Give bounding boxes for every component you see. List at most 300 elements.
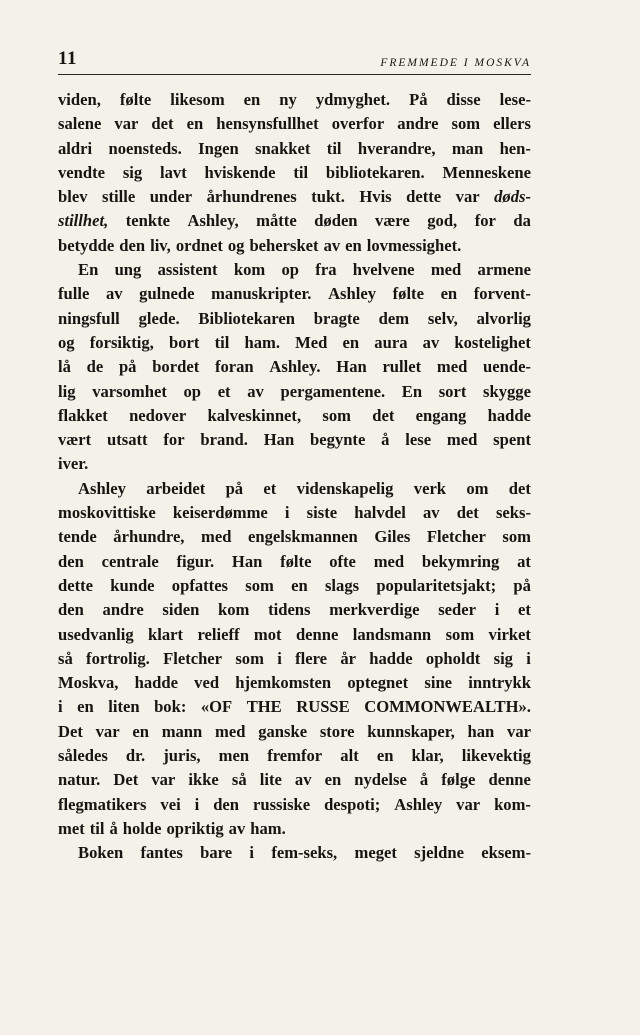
word: siste — [306, 503, 338, 523]
word: som — [322, 405, 351, 425]
word: noensteds. — [108, 138, 182, 158]
word: var — [95, 721, 120, 741]
word: således — [58, 746, 108, 766]
word: han — [467, 721, 495, 741]
word: dette — [58, 575, 94, 595]
word: en — [342, 332, 360, 352]
word: Med — [295, 332, 328, 352]
word: aura — [374, 332, 408, 352]
text-line — [58, 161, 531, 185]
word: Hvis — [359, 187, 392, 207]
text-line — [58, 793, 531, 817]
word: moskovittiske — [58, 503, 156, 523]
word: met — [58, 818, 85, 838]
word: glede. — [138, 308, 180, 328]
word: likesom — [170, 90, 225, 109]
word: viden, — [58, 90, 101, 109]
word: Ashley. — [269, 357, 321, 377]
word: Menneskene — [442, 162, 531, 182]
word: mot — [253, 624, 282, 644]
word: døden — [314, 211, 358, 231]
word: manuskripter. — [211, 284, 312, 304]
word: ham. — [244, 332, 280, 352]
word: engelskmannen — [248, 527, 358, 547]
word: et — [518, 600, 531, 620]
text-line — [58, 452, 531, 476]
word: virket — [488, 624, 531, 644]
word: klar, — [411, 746, 444, 766]
word: RUSSE — [296, 697, 350, 717]
word: å — [419, 770, 429, 790]
word: av — [228, 818, 246, 838]
word: vei — [160, 794, 181, 814]
word: videnskapelig — [296, 478, 394, 498]
word: assistent — [157, 260, 218, 280]
word: Moskva, — [58, 673, 119, 693]
word: Ashley — [78, 478, 126, 498]
word: det — [151, 114, 174, 134]
word: tenkte — [125, 211, 170, 231]
word: en — [440, 284, 458, 304]
word: god, — [427, 211, 458, 231]
word: centrale — [101, 551, 159, 571]
word: liv, — [150, 235, 171, 255]
word: opholdt — [425, 648, 481, 668]
word: aldri — [58, 138, 93, 158]
word: bibliotekaren. — [325, 162, 425, 182]
text-line — [58, 428, 531, 452]
running-title: FREMMEDE I MOSKVA — [380, 57, 531, 69]
word: århundrenes — [206, 187, 297, 207]
word: vendte — [58, 162, 106, 182]
word: ofte — [329, 551, 356, 571]
word: natur. — [58, 770, 101, 790]
word: som — [235, 648, 264, 668]
word: ningsfull — [58, 308, 120, 328]
text-line — [58, 185, 531, 209]
word: i — [58, 697, 63, 717]
word: uende- — [483, 357, 531, 377]
word: inntrykk — [468, 673, 531, 693]
word: opriktig — [166, 818, 224, 838]
word: ham. — [250, 818, 286, 838]
word: Ashley — [328, 284, 377, 304]
word: det — [508, 478, 531, 498]
word: juris, — [163, 746, 201, 766]
word: hjemkomsten — [235, 673, 332, 693]
word: stille — [102, 187, 136, 207]
word: var — [456, 794, 481, 814]
word: behersket — [249, 235, 319, 255]
word: despoti; — [324, 794, 381, 814]
word: Boken — [78, 843, 124, 863]
word: THE — [246, 697, 282, 717]
word: så — [231, 770, 247, 790]
word: så — [58, 648, 73, 668]
word: ung — [114, 260, 142, 280]
word: En — [78, 260, 99, 280]
word: tende — [58, 527, 97, 547]
word: bort — [168, 332, 200, 352]
word: kunde — [110, 575, 155, 595]
word: andre — [397, 114, 439, 134]
word: bok: — [154, 697, 187, 717]
word: som — [502, 527, 531, 547]
word: ganske — [258, 721, 308, 741]
word: Ingen — [198, 138, 239, 158]
word: lese- — [499, 90, 531, 109]
word: på — [513, 575, 531, 595]
word: ikke — [188, 770, 219, 790]
text-line — [58, 671, 531, 695]
word: hensynsfullhet — [216, 114, 319, 134]
word: hen- — [499, 138, 531, 158]
word: en — [132, 721, 149, 741]
word: det — [456, 503, 479, 523]
word: århundre, — [113, 527, 185, 547]
word: i — [494, 600, 500, 620]
word: den — [213, 794, 240, 814]
text-line — [58, 817, 531, 841]
word: varsomhet — [92, 381, 167, 401]
word: overfor — [331, 114, 385, 134]
word: av — [105, 284, 123, 304]
word: av — [422, 332, 440, 352]
word: vært — [58, 430, 92, 450]
word: den — [119, 235, 146, 255]
word: en — [376, 746, 394, 766]
word: COMMONWEALTH». — [364, 697, 531, 717]
text-line — [58, 525, 531, 549]
text-line — [58, 477, 531, 501]
text-line — [58, 282, 531, 306]
word: ved — [194, 673, 220, 693]
word: på — [225, 478, 244, 498]
word: døds- — [494, 187, 531, 207]
word: kostelighet — [454, 332, 531, 352]
word: fortrolig. — [86, 648, 150, 668]
word: nedover — [129, 405, 187, 425]
word: utsatt — [107, 430, 148, 450]
word: det — [372, 405, 395, 425]
text-line — [58, 695, 531, 719]
word: flere — [295, 648, 328, 668]
text-line — [58, 574, 531, 598]
word: rullet — [382, 357, 422, 377]
word: arbeidet — [146, 478, 206, 498]
word: siden — [162, 600, 200, 620]
word: dette — [406, 187, 442, 207]
word: russiske — [252, 794, 311, 814]
word: var — [114, 114, 139, 134]
word: en — [186, 114, 204, 134]
word: dem — [378, 308, 410, 328]
word: med — [436, 357, 468, 377]
word: bekymring — [421, 551, 500, 571]
word: Han — [263, 430, 295, 450]
word: Fletcher — [163, 648, 223, 668]
page-header — [58, 46, 531, 75]
word: pergamentene. — [280, 381, 386, 401]
text-line — [58, 744, 531, 768]
word: nydelse — [354, 770, 407, 790]
word: Det — [113, 770, 139, 790]
word: til — [214, 332, 230, 352]
word: i — [277, 648, 282, 668]
word: år — [340, 648, 356, 668]
text-line — [58, 258, 531, 282]
word: seder — [438, 600, 477, 620]
word: av — [247, 381, 264, 401]
word: forvent- — [473, 284, 531, 304]
word: tidens — [268, 600, 311, 620]
word: meget — [354, 843, 397, 863]
word: opfattes — [171, 575, 229, 595]
word: og — [227, 235, 245, 255]
word: landsmann — [352, 624, 432, 644]
word: i — [284, 503, 290, 523]
word: op — [281, 260, 300, 280]
word: Giles — [374, 527, 411, 547]
word: op — [183, 381, 202, 401]
word: seks- — [495, 503, 531, 523]
word: keiserdømme — [172, 503, 268, 523]
word: måtte — [256, 211, 297, 231]
word: gulnede — [139, 284, 195, 304]
word: en — [77, 697, 94, 717]
word: hadde — [369, 648, 413, 668]
word: sjeldne — [414, 843, 464, 863]
word: lavt — [159, 162, 187, 182]
word: foran — [214, 357, 254, 377]
word: kalveskinnet, — [207, 405, 302, 425]
word: kunnskaper, — [367, 721, 455, 741]
word: en — [291, 575, 308, 595]
word: optegnet — [347, 673, 409, 693]
word: da — [513, 211, 531, 231]
word: ellers — [493, 114, 531, 134]
word: denne — [488, 770, 531, 790]
word: følge — [441, 770, 476, 790]
text-line — [58, 501, 531, 525]
word: med — [446, 430, 478, 450]
word: mann — [161, 721, 203, 741]
text-line — [58, 768, 531, 792]
word: begynte — [310, 430, 366, 450]
word: sig — [493, 648, 513, 668]
word: På — [409, 90, 428, 109]
word: følte — [392, 284, 424, 304]
word: under — [149, 187, 193, 207]
word: Han — [231, 551, 263, 571]
word: likevektig — [461, 746, 531, 766]
word: lig — [58, 381, 76, 401]
word: til — [89, 818, 105, 838]
word: være — [375, 211, 410, 231]
word: ny — [279, 90, 297, 109]
word: forsiktig, — [89, 332, 154, 352]
word: den — [58, 551, 84, 571]
text-line — [58, 841, 531, 865]
word: hadde — [487, 405, 531, 425]
text-line — [58, 88, 531, 112]
word: popularitetsjakt; — [376, 575, 497, 595]
word: av — [294, 770, 312, 790]
word: hviskende — [204, 162, 276, 182]
word: disse — [446, 90, 481, 109]
word: til — [293, 162, 309, 182]
word: å — [381, 430, 390, 450]
word: av — [422, 503, 440, 523]
word: «OF — [200, 697, 233, 717]
word: av — [323, 235, 341, 255]
word: andre — [102, 600, 144, 620]
word: sort — [438, 381, 467, 401]
word: selv, — [427, 308, 458, 328]
word: fulle — [58, 284, 90, 304]
page-number: 11 — [58, 48, 77, 69]
word: med — [215, 721, 246, 741]
word: usedvanlig — [58, 624, 134, 644]
text-line — [58, 380, 531, 404]
text-line — [58, 404, 531, 428]
word: kom — [218, 600, 250, 620]
word: merkverdige — [329, 600, 420, 620]
word: iver. — [58, 454, 89, 474]
word: den — [58, 600, 84, 620]
word: Ashley, — [187, 211, 239, 231]
word: med — [201, 527, 232, 547]
word: Bibliotekaren — [198, 308, 295, 328]
text-line — [58, 234, 531, 258]
word: flakket — [58, 405, 108, 425]
word: armene — [477, 260, 531, 280]
word: hvelvene — [352, 260, 415, 280]
word: dr. — [125, 746, 146, 766]
word: å — [109, 818, 118, 838]
word: var — [507, 721, 531, 741]
word: denne — [295, 624, 339, 644]
word: skygge — [483, 381, 531, 401]
word: lå — [58, 357, 71, 377]
word: man — [451, 138, 484, 158]
word: for — [163, 430, 185, 450]
word: med — [373, 551, 405, 571]
word: lite — [259, 770, 282, 790]
word: salene — [58, 114, 102, 134]
word: relieff — [197, 624, 240, 644]
word: en — [345, 235, 362, 255]
text-line — [58, 331, 531, 355]
text-line — [58, 112, 531, 136]
word: klart — [148, 624, 184, 644]
word: som — [245, 575, 274, 595]
word: en — [243, 90, 261, 109]
text-line — [58, 550, 531, 574]
word: betydde — [58, 235, 115, 255]
text-line — [58, 307, 531, 331]
word: følte — [119, 90, 152, 109]
word: om — [466, 478, 489, 498]
word: bragte — [313, 308, 360, 328]
word: eksem- — [481, 843, 531, 863]
word: Det — [58, 721, 83, 741]
word: spent — [493, 430, 531, 450]
word: tukt. — [311, 187, 345, 207]
word: bordet — [152, 357, 200, 377]
word: til — [326, 138, 342, 158]
word: Fletcher — [426, 527, 486, 547]
word: i — [249, 843, 255, 863]
word: lovmessighet. — [366, 235, 462, 255]
word: fremfor — [267, 746, 323, 766]
word: i — [526, 648, 531, 668]
word: fantes — [140, 843, 183, 863]
word: halvdel — [354, 503, 406, 523]
text-line — [58, 623, 531, 647]
body-text — [58, 88, 531, 866]
word: et — [263, 478, 277, 498]
word: i — [194, 794, 200, 814]
text-line — [58, 720, 531, 744]
word: figur. — [176, 551, 215, 571]
word: kom — [233, 260, 266, 280]
word: holde — [122, 818, 162, 838]
word: at — [517, 551, 531, 571]
word: lese — [405, 430, 432, 450]
word: en — [324, 770, 342, 790]
word: snakket — [255, 138, 311, 158]
word: En — [401, 381, 423, 401]
text-line — [58, 137, 531, 161]
word: på — [118, 357, 137, 377]
word: stillhet, — [58, 211, 109, 231]
text-line — [58, 209, 531, 233]
word: fem-seks, — [271, 843, 338, 863]
word: ydmyghet. — [315, 90, 391, 109]
word: verk — [413, 478, 447, 498]
word: men — [218, 746, 250, 766]
word: som — [445, 624, 475, 644]
word: var — [151, 770, 176, 790]
word: hverandre, — [357, 138, 436, 158]
word: bare — [200, 843, 233, 863]
word: ordnet — [175, 235, 223, 255]
text-line — [58, 647, 531, 671]
word: de — [86, 357, 104, 377]
word: engang — [415, 405, 467, 425]
word: var — [455, 187, 480, 207]
text-line — [58, 355, 531, 379]
word: sig — [122, 162, 143, 182]
word: Han — [336, 357, 367, 377]
word: Ashley — [394, 794, 443, 814]
text-line — [58, 598, 531, 622]
word: fra — [315, 260, 337, 280]
word: hadde — [134, 673, 178, 693]
word: blev — [58, 187, 88, 207]
word: kom- — [494, 794, 531, 814]
word: store — [319, 721, 355, 741]
word: flegmatikers — [58, 794, 147, 814]
word: og — [58, 332, 75, 352]
word: slags — [324, 575, 360, 595]
word: med — [430, 260, 462, 280]
word: alvorlig — [476, 308, 531, 328]
word: sine — [424, 673, 453, 693]
word: brand. — [200, 430, 248, 450]
word: som — [451, 114, 481, 134]
